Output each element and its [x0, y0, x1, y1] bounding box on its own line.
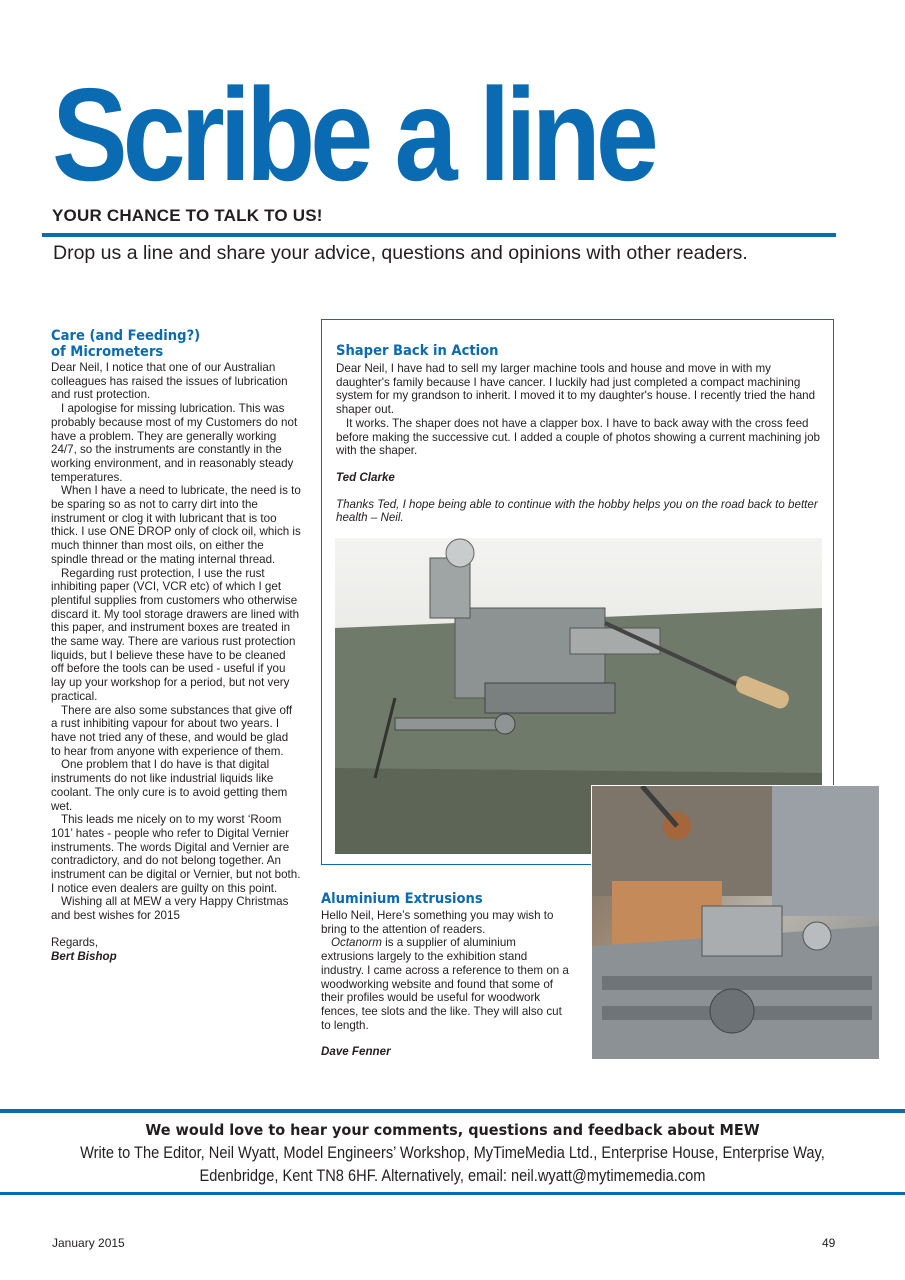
editor-reply: Thanks Ted, I hope being able to continue with the hobby helps you on the road back to better health – Neil. — [336, 497, 818, 525]
paragraph: Regarding rust protection, I use the rust inhibiting paper (VCI, VCR etc) of which I get plentiful supplies from customers who otherwise discard it. My tool storage drawers are lined with this paper, and instrument boxes are treated in the same way. There are various rust protection liquids, but I believe these have to be cleaned off before the tools can be used - useful if you lay up your workshop for a period, but not very practical. — [51, 566, 300, 703]
paragraph: It works. The shaper does not have a clapper box. I have to back away with the cross feed before making the successive cut. I added a couple of photos showing a current machining job with the shaper. — [336, 416, 821, 458]
paragraph: When I have a need to lubricate, the need is to be sparing so as not to carry dirt into the instrument or clog it with lubricant that is too thick. I use ONE DROP only of clock oil, which is much thinner than most oils, on either the spindle thread or the mating internal thread. — [51, 484, 301, 566]
divider-top — [42, 233, 836, 237]
paragraph-text: is a supplier of aluminium extrusions largely to the exhibition stand industry. I came across a reference to them on a woodworking website and found that some of their profiles would be useful for woodwork fences, tee slots and the like. They will also cut to length. — [321, 936, 569, 1032]
letter-heading: Shaper Back in Action — [336, 342, 499, 359]
signoff: Regards, — [51, 935, 99, 949]
paragraph: I apologise for missing lubrication. This was probably because most of my Customers do not have a problem. They are generally working 24/7, so the instruments are constantly in the working environment, and in reasonably steady temperatures. — [51, 402, 298, 484]
paragraph: Dear Neil, I have had to sell my larger machine tools and house and move in with my daughter's family because I have cancer. I luckily had just completed a compact machining system for my grandson to inherit. I moved it to my daughter's house. I recently tried the hand shaper out. — [336, 362, 816, 417]
contact-footer — [0, 1119, 905, 1187]
letter-shaper — [336, 343, 822, 525]
machining-illustration — [592, 786, 879, 1059]
paragraph: Wishing all at MEW a very Happy Christmas and best wishes for 2015 — [51, 895, 289, 923]
divider-footer-bottom — [0, 1192, 905, 1195]
divider-footer-top — [0, 1109, 905, 1113]
letter-heading-line1: Care (and Feeding?) — [51, 327, 201, 344]
page-title: Scribe a line — [52, 61, 654, 208]
page-number: 49 — [822, 1236, 836, 1250]
machining-photo — [591, 785, 880, 1060]
issue-date: January 2015 — [52, 1236, 125, 1250]
footer-headline: We would love to hear your comments, questions and feedback about MEW — [145, 1121, 760, 1139]
paragraph — [321, 936, 571, 1032]
paragraph: There are also some substances that give off a rust inhibiting vapour for about two years. I have not tried any of these, and would be glad to hear from anyone with experience of them. — [51, 703, 293, 758]
letter-aluminium — [321, 891, 571, 1059]
paragraph: Dear Neil, I notice that one of our Australian colleagues has raised the issues of lubrication and rust protection. — [51, 361, 288, 402]
brand-name: Octanorm — [331, 936, 382, 950]
signature: Dave Fenner — [321, 1045, 391, 1059]
letter-micrometers — [51, 328, 301, 963]
signature: Ted Clarke — [336, 470, 395, 484]
standfirst: Drop us a line and share your advice, questions and opinions with other readers. — [53, 242, 748, 264]
letter-heading-line2: of Micrometers — [51, 343, 164, 360]
footer-address-line2: Edenbridge, Kent TN8 6HF. Alternatively, email: neil.wyatt@mytimemedia.com — [199, 1166, 706, 1185]
signature: Bert Bishop — [51, 949, 117, 963]
paragraph: Hello Neil, Here’s something you may wish to bring to the attention of readers. — [321, 909, 554, 936]
paragraph: One problem that I do have is that digital instruments do not like industrial liquids like coolant. The only cure is to avoid getting them wet. — [51, 758, 288, 813]
letter-heading: Aluminium Extrusions — [321, 890, 483, 907]
footer-address-line1: Write to The Editor, Neil Wyatt, Model Engineers’ Workshop, MyTimeMedia Ltd., Enterprise House, Enterprise Way, — [80, 1143, 825, 1162]
kicker: YOUR CHANCE TO TALK TO US! — [52, 206, 323, 225]
paragraph: This leads me nicely on to my worst ‘Room 101’ hates - people who refer to Digital Vernier instruments. The words Digital and Vernier are contradictory, and do not belong together. An instrument can be digital or Vernier, but not both. I notice even dealers are guilty on this point. — [51, 813, 301, 895]
letter-heading — [51, 328, 276, 360]
